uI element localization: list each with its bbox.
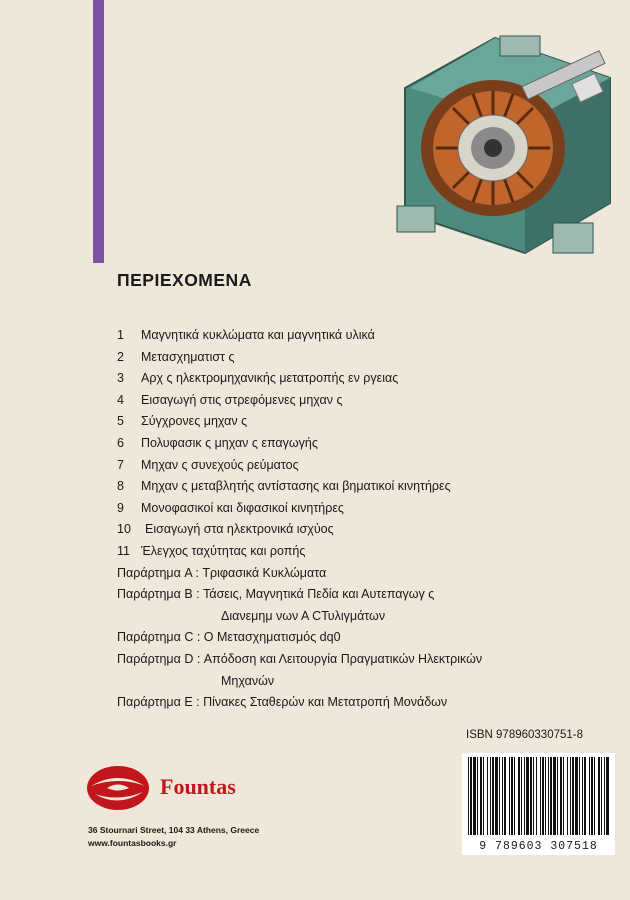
table-of-contents <box>117 325 617 714</box>
isbn-label: ISBN 978960330751-8 <box>466 729 584 741</box>
toc-chapter <box>117 347 617 369</box>
appendix-label: Παράρτημα A : <box>117 565 199 580</box>
toc-chapter <box>117 368 617 390</box>
chapter-number: 10 <box>117 522 131 537</box>
toc-appendix-continuation <box>117 606 617 628</box>
toc-appendix <box>117 584 617 606</box>
chapter-title: Μηχαν ς συνεχούς ρεύματος <box>141 457 299 472</box>
chapter-title: Εισαγωγή στις στρεφόμενες μηχαν ς <box>141 392 343 407</box>
toc-title: ΠΕΡΙΕΧΟΜΕΝΑ <box>117 270 252 290</box>
chapter-title: Μονοφασικοί και διφασικοί κινητήρες <box>141 500 344 515</box>
chapter-title: Πολυφασικ ς μηχαν ς επαγωγής <box>141 435 318 450</box>
appendix-title: Απόδοση και Λειτουργία Πραγματικών Ηλεκτρικών <box>203 651 483 666</box>
chapter-number: 1 <box>117 328 124 342</box>
chapter-title: Μετασχηματιστ ς <box>141 349 235 364</box>
chapter-number: 6 <box>117 435 124 450</box>
chapter-number: 5 <box>117 414 124 429</box>
toc-chapter <box>117 541 617 563</box>
publisher-name: Fountas <box>160 774 236 799</box>
chapter-title: Σύγχρονες μηχαν ς <box>141 414 248 429</box>
isbn-barcode <box>462 753 615 855</box>
appendix-title: Μηχανών <box>221 673 275 688</box>
toc-chapter <box>117 325 617 347</box>
barcode-digits: 9 789603 307518 <box>479 840 598 853</box>
toc-appendix <box>117 627 617 649</box>
chapter-number: 3 <box>117 371 124 386</box>
chapter-number: 8 <box>117 479 124 494</box>
publisher-address: 36 Stournari Street, 104 33 Athens, Greece <box>88 825 260 835</box>
toc-chapter <box>117 433 617 455</box>
appendix-title: Τριφασικά Κυκλώματα <box>202 565 327 580</box>
toc-chapter <box>117 498 617 520</box>
chapter-number: 11 <box>117 543 130 558</box>
accent-bar <box>93 0 104 263</box>
toc-chapter <box>117 455 617 477</box>
toc-appendix-continuation <box>117 671 617 693</box>
publisher-website[interactable]: www.fountasbooks.gr <box>88 838 177 848</box>
toc-appendix <box>117 563 617 585</box>
chapter-number: 9 <box>117 500 124 515</box>
motor-cutaway-image <box>375 28 620 263</box>
toc-chapter <box>117 476 617 498</box>
chapter-number: 4 <box>117 392 124 407</box>
barcode-bars <box>466 757 611 835</box>
appendix-title: Πίνακες Σταθερών και Μετατροπή Μονάδων <box>203 695 448 710</box>
chapter-title: Μαγνητικά κυκλώματα και μαγνητικά υλικά <box>141 328 375 342</box>
chapter-title: Αρχ ς ηλεκτρομηχανικής μετατροπής εν ργειας <box>141 371 399 386</box>
chapter-title: Μηχαν ς μεταβλητής αντίστασης και βηματικοί κινητήρες <box>141 479 451 494</box>
appendix-title: Διανεμημ νων Α CΤυλιγμάτων <box>221 608 386 623</box>
toc-chapter <box>117 519 617 541</box>
chapter-title: Εισαγωγή στα ηλεκτρονικά ισχύος <box>145 522 334 537</box>
appendix-label: Παράρτημα C : <box>117 630 201 645</box>
appendix-label: Παράρτημα E : <box>117 695 200 710</box>
appendix-title: Ο Μετασχηματισμός dq0 <box>203 630 341 645</box>
toc-chapter <box>117 390 617 412</box>
publisher-contact <box>88 824 259 850</box>
chapter-title: Έλεγχος ταχύτητας και ροπής <box>141 543 306 558</box>
toc-appendix <box>117 692 617 714</box>
appendix-label: Παράρτημα B : <box>117 587 200 602</box>
toc-appendix <box>117 649 617 671</box>
fountas-logo-icon <box>85 764 151 812</box>
chapter-number: 7 <box>117 457 124 472</box>
appendix-title: Τάσεις, Μαγνητικά Πεδία και Αυτεπαγωγ ς <box>203 587 435 602</box>
appendix-label: Παράρτημα D : <box>117 651 201 666</box>
toc-chapter <box>117 411 617 433</box>
chapter-number: 2 <box>117 349 124 364</box>
